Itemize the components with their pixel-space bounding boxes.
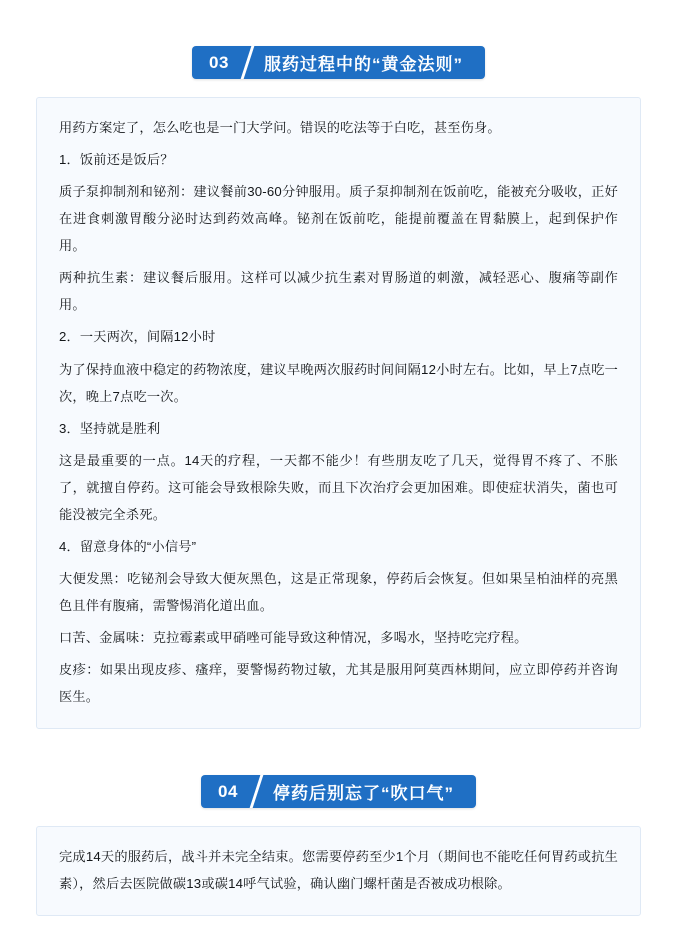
paragraph: 完成14天的服药后，战斗并未完全结束。您需要停药至少1个月（期间也不能吃任何胃药或抗生素），然后去医院做碳13或碳14呼气试验，确认幽门螺杆菌是否被成功根除。 bbox=[59, 849, 618, 892]
badge-divider-icon bbox=[253, 775, 269, 808]
section-title-04: 停药后别忘了“吹口气” bbox=[269, 775, 476, 808]
section-gap bbox=[0, 729, 677, 775]
top-spacer bbox=[0, 0, 677, 46]
section-heading-04 bbox=[0, 775, 677, 808]
section-title-03: 服药过程中的“黄金法则” bbox=[260, 46, 485, 79]
section-body-04 bbox=[36, 826, 641, 916]
section-body-03 bbox=[36, 97, 641, 729]
paragraph: 4．留意身体的“小信号” bbox=[59, 538, 197, 554]
section-number-03: 03 bbox=[192, 46, 244, 79]
section-badge-03 bbox=[192, 46, 485, 79]
paragraph: 两种抗生素：建议餐后服用。这样可以减少抗生素对胃肠道的刺激，减轻恶心、腹痛等副作用。 bbox=[59, 270, 618, 313]
paragraph: 为了保持血液中稳定的药物浓度，建议早晚两次服药时间间隔12小时左右。比如，早上7点吃一次，晚上7点吃一次。 bbox=[59, 361, 618, 404]
section-badge-04 bbox=[201, 775, 476, 808]
section-heading-03 bbox=[0, 46, 677, 79]
paragraph: 皮疹：如果出现皮疹、瘙痒，要警惕药物过敏，尤其是服用阿莫西林期间，应立即停药并咨询医生。 bbox=[59, 662, 618, 705]
paragraph: 质子泵抑制剂和铋剂：建议餐前30-60分钟服用。质子泵抑制剂在饭前吃，能被充分吸收，正好在进食刺激胃酸分泌时达到药效高峰。铋剂在饭前吃，能提前覆盖在胃黏膜上，起到保护作用。 bbox=[59, 184, 618, 254]
paragraph: 这是最重要的一点。14天的疗程，一天都不能少！有些朋友吃了几天，觉得胃不疼了、不胀了，就擅自停药。这可能会导致根除失败，而且下次治疗会更加困难。即使症状消失，菌也可能没被完全杀死。 bbox=[59, 452, 618, 522]
paragraph: 口苦、金属味：克拉霉素或甲硝唑可能导致这种情况，多喝水，坚持吃完疗程。 bbox=[59, 630, 528, 646]
paragraph: 1．饭前还是饭后？ bbox=[59, 152, 174, 168]
badge-divider-icon bbox=[244, 46, 260, 79]
paragraph: 大便发黑：吃铋剂会导致大便灰黑色，这是正常现象，停药后会恢复。但如果呈柏油样的亮黑色且伴有腹痛，需警惕消化道出血。 bbox=[59, 570, 618, 613]
section-number-04: 04 bbox=[201, 775, 253, 808]
paragraph: 3．坚持就是胜利 bbox=[59, 420, 161, 436]
paragraph: 2．一天两次，间隔12小时 bbox=[59, 329, 216, 345]
paragraph: 用药方案定了，怎么吃也是一门大学问。错误的吃法等于白吃，甚至伤身。 bbox=[59, 120, 501, 135]
